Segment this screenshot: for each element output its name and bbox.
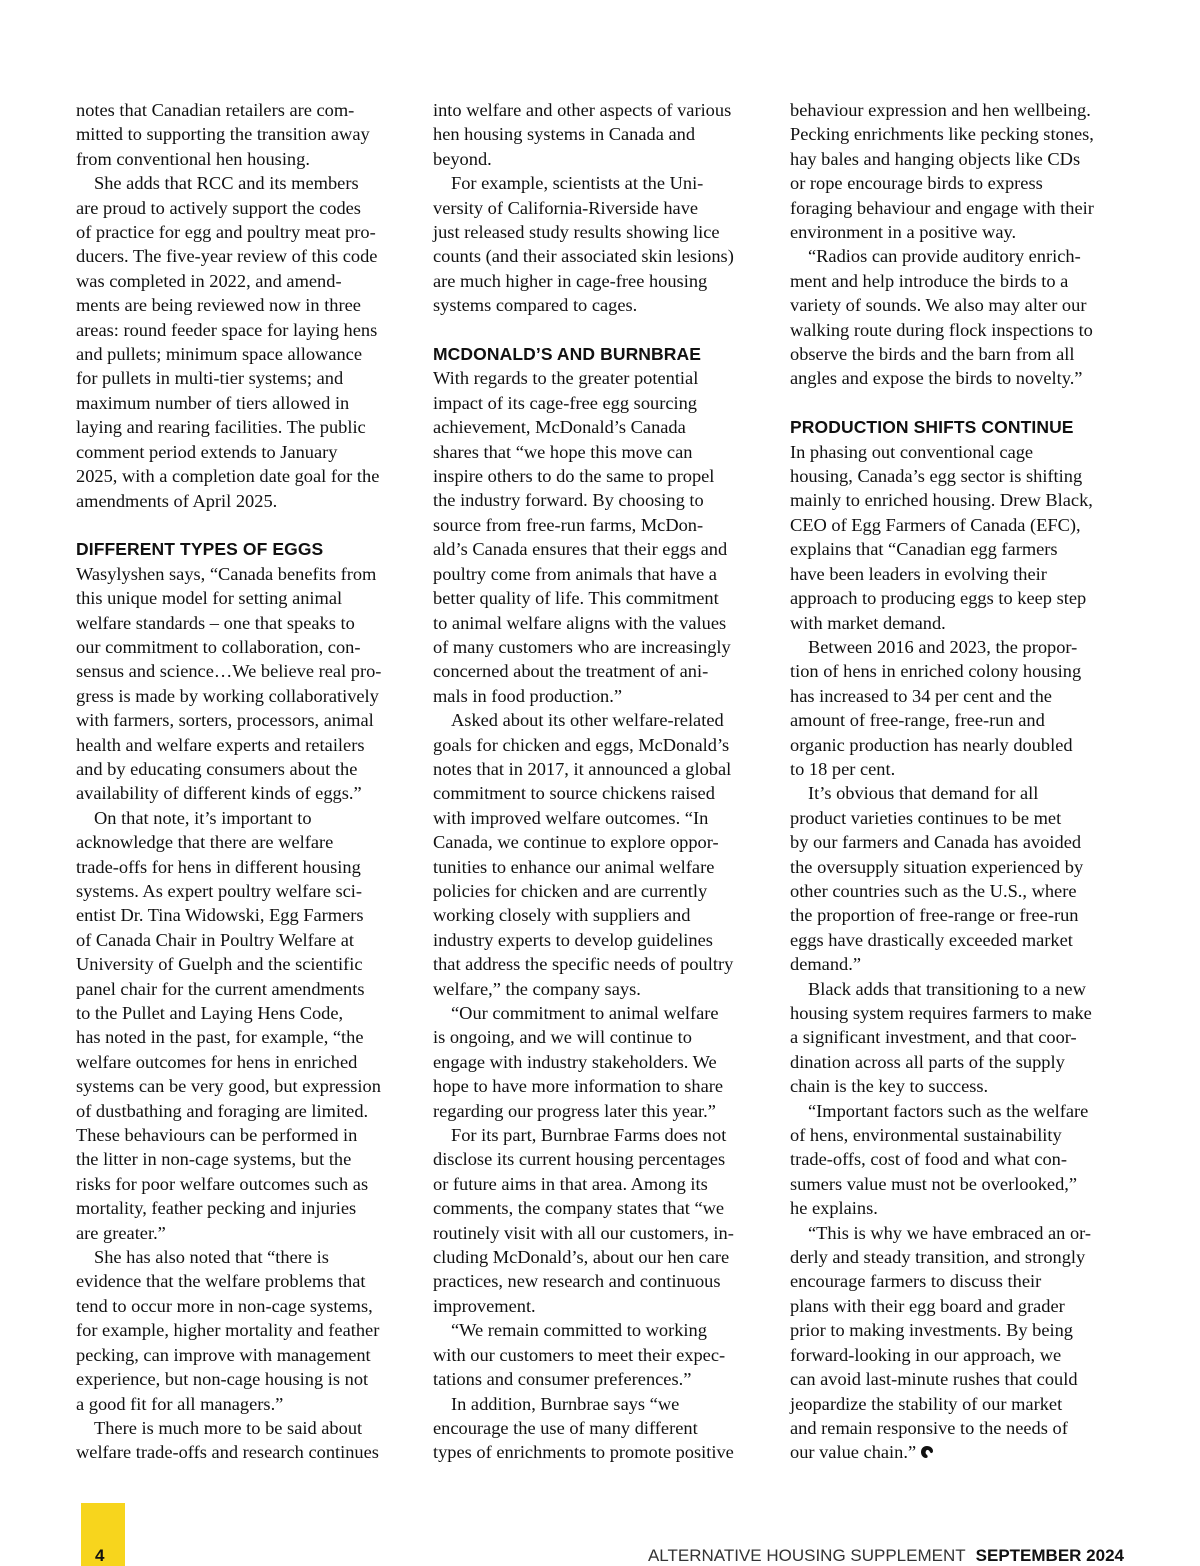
- paragraph: “Radios can provide auditory enrich- ment and help introduce the birds to a variety of sounds. We also may alter our walking route during flock inspections to observe the birds and the barn from all angles and expose the birds to novelty.”: [790, 246, 1093, 389]
- paragraph: For example, scientists at the Uni- versity of California-Riverside have just released study results showing lice counts (and their associated skin lesions) are much higher in cage-free housing systems compared to cages.: [433, 173, 734, 316]
- section-heading: PRODUCTION SHIFTS CONTINUE: [790, 417, 1074, 438]
- running-footer: [648, 1546, 1124, 1566]
- paragraph: Between 2016 and 2023, the propor- tion of hens in enriched colony housing has increased to 34 per cent and the amount of free-range, free-run and organic production has nearly doubled to 18 per cent.: [790, 636, 1082, 779]
- publication-name: ALTERNATIVE HOUSING SUPPLEMENT: [647, 1546, 966, 1565]
- paragraph: “Important factors such as the welfare of hens, environmental sustainability trade-offs, cost of food and what con- sumers value must not be overlooked,” he explains.: [790, 1100, 1089, 1219]
- page-number: 4: [95, 1546, 105, 1565]
- paragraph: into welfare and other aspects of various hen housing systems in Canada and beyond.: [433, 100, 732, 169]
- paragraph: She adds that RCC and its members are proud to actively support the codes of practice for egg and poultry meat pro- ducers. The five-year review of this code was completed in 2022, and amend- ments are being reviewed now in three areas: round feeder space for laying hens and pullets; minimum space allowance for pullets in multi-tier systems; and maximum number of tiers allowed in laying and rearing facilities. The public comment period extends to January 2025, with a completion date goal for the amendments of April 2025.: [76, 173, 380, 511]
- article-column-3: [790, 98, 1125, 1465]
- paragraph: “We remain committed to working with our customers to meet their expec- tations and consumer preferences.”: [433, 1320, 726, 1390]
- paragraph: In addition, Burnbrae says “we encourage the use of many different types of enrichments to promote positive: [433, 1393, 734, 1463]
- paragraph: “Our commitment to animal welfare is ongoing, and we will continue to engage with industry stakeholders. We hope to have more information to share regarding our progress later this year.”: [433, 1003, 724, 1121]
- paragraph: On that note, it’s important to acknowledge that there are welfare trade-offs for hens in different housing systems. As expert poultry welfare sci- entist Dr. Tina Widowski, Egg Farmers of Canada Chair in Poultry Welfare at University of Guelph and the scientific panel chair for the current amendments to the Pullet and Laying Hens Code, has noted in the past, for example, “the welfare outcomes for hens in enriched systems can be very good, but expression of dustbathing and foraging are limited. These behaviours can be performed in the litter in non-cage systems, but the risks for poor welfare outcomes such as mortality, feather pecking and injuries are greater.”: [76, 807, 381, 1243]
- section-heading: DIFFERENT TYPES OF EGGS: [76, 539, 324, 560]
- paragraph: Black adds that transitioning to a new housing system requires farmers to make a significant investment, and that coor- dination across all parts of the supply chain is the key to success.: [790, 978, 1092, 1097]
- paragraph: She has also noted that “there is evidence that the welfare problems that tend to occur more in non-cage systems, for example, higher mortality and feather pecking, can improve with management experience, but non-cage housing is not a good fit for all managers.”: [76, 1247, 380, 1414]
- article-column-2: [433, 98, 768, 1465]
- paragraph: With regards to the greater potential impact of its cage-free egg sourcing achievement, McDonald’s Canada shares that “we hope this move can inspire others to do the same to propel the industry forward. By choosing to source from free-run farms, McDon- ald’s Canada ensures that their eggs and poultry come from animals that have a better quality of life. This commitment to animal welfare aligns with the values of many customers who are increasingly concerned about the treatment of ani- mals in food production.”: [433, 368, 731, 706]
- paragraph: In phasing out conventional cage housing, Canada’s egg sector is shifting mainly to enriched housing. Drew Black, CEO of Egg Farmers of Canada (EFC), explains that “Canadian egg farmers have been leaders in evolving their approach to producing eggs to keep step with market demand.: [790, 441, 1093, 633]
- paragraph-text: “This is why we have embraced an or- derly and steady transition, and strongly encourage farmers to discuss their plans with their egg board and grader prior to making investments. By being forward-looking in our approach, we can avoid last-minute rushes that could jeopardize the stability of our market and remain responsive to the needs of our value chain.”: [790, 1222, 1092, 1463]
- article-column-1: [76, 98, 411, 1465]
- paragraph: It’s obvious that demand for all product varieties continues to be met by our farmers and Canada has avoided the oversupply situation experienced by other countries such as the U.S., where the proportion of free-range or free-run eggs have drastically exceeded market demand.”: [790, 783, 1084, 975]
- paragraph: For its part, Burnbrae Farms does not disclose its current housing percentages or future aims in that area. Among its comments, the company states that “we routinely visit with all our customers, in- cluding McDonald’s, about our hen care practices, new research and continuous improvement.: [433, 1125, 734, 1316]
- last-paragraph: [790, 1221, 1125, 1465]
- issue-date: SEPTEMBER 2024: [975, 1546, 1124, 1565]
- paragraph: Wasylyshen says, “Canada benefits from this unique model for setting animal welfare standards – one that speaks to our commitment to collaboration, con- sensus and science…We believe real pro- gress is made by working collaboratively with farmers, sorters, processors, animal health and welfare experts and retailers and by educating consumers about the availability of different kinds of eggs.”: [76, 563, 382, 804]
- end-of-article-icon: [920, 1445, 934, 1459]
- paragraph: Asked about its other welfare-related goals for chicken and eggs, McDonald’s notes that in 2017, it announced a global commitment to source chickens raised with improved welfare outcomes. “In Canada, we continue to explore oppor- tunities to enhance our animal welfare policies for chicken and are currently working closely with suppliers and industry experts to develop guidelines that address the specific needs of poultry welfare,” the company says.: [433, 710, 734, 999]
- paragraph: There is much more to be said about welfare trade-offs and research continues: [76, 1417, 379, 1463]
- section-heading: MCDONALD’S AND BURNBRAE: [433, 344, 702, 365]
- paragraph: notes that Canadian retailers are com- mitted to supporting the transition away from conventional hen housing.: [76, 100, 370, 169]
- paragraph: behaviour expression and hen wellbeing. Pecking enrichments like pecking stones, hay bales and hanging objects like CDs or rope encourage birds to express foraging behaviour and engage with their environment in a positive way.: [790, 100, 1094, 243]
